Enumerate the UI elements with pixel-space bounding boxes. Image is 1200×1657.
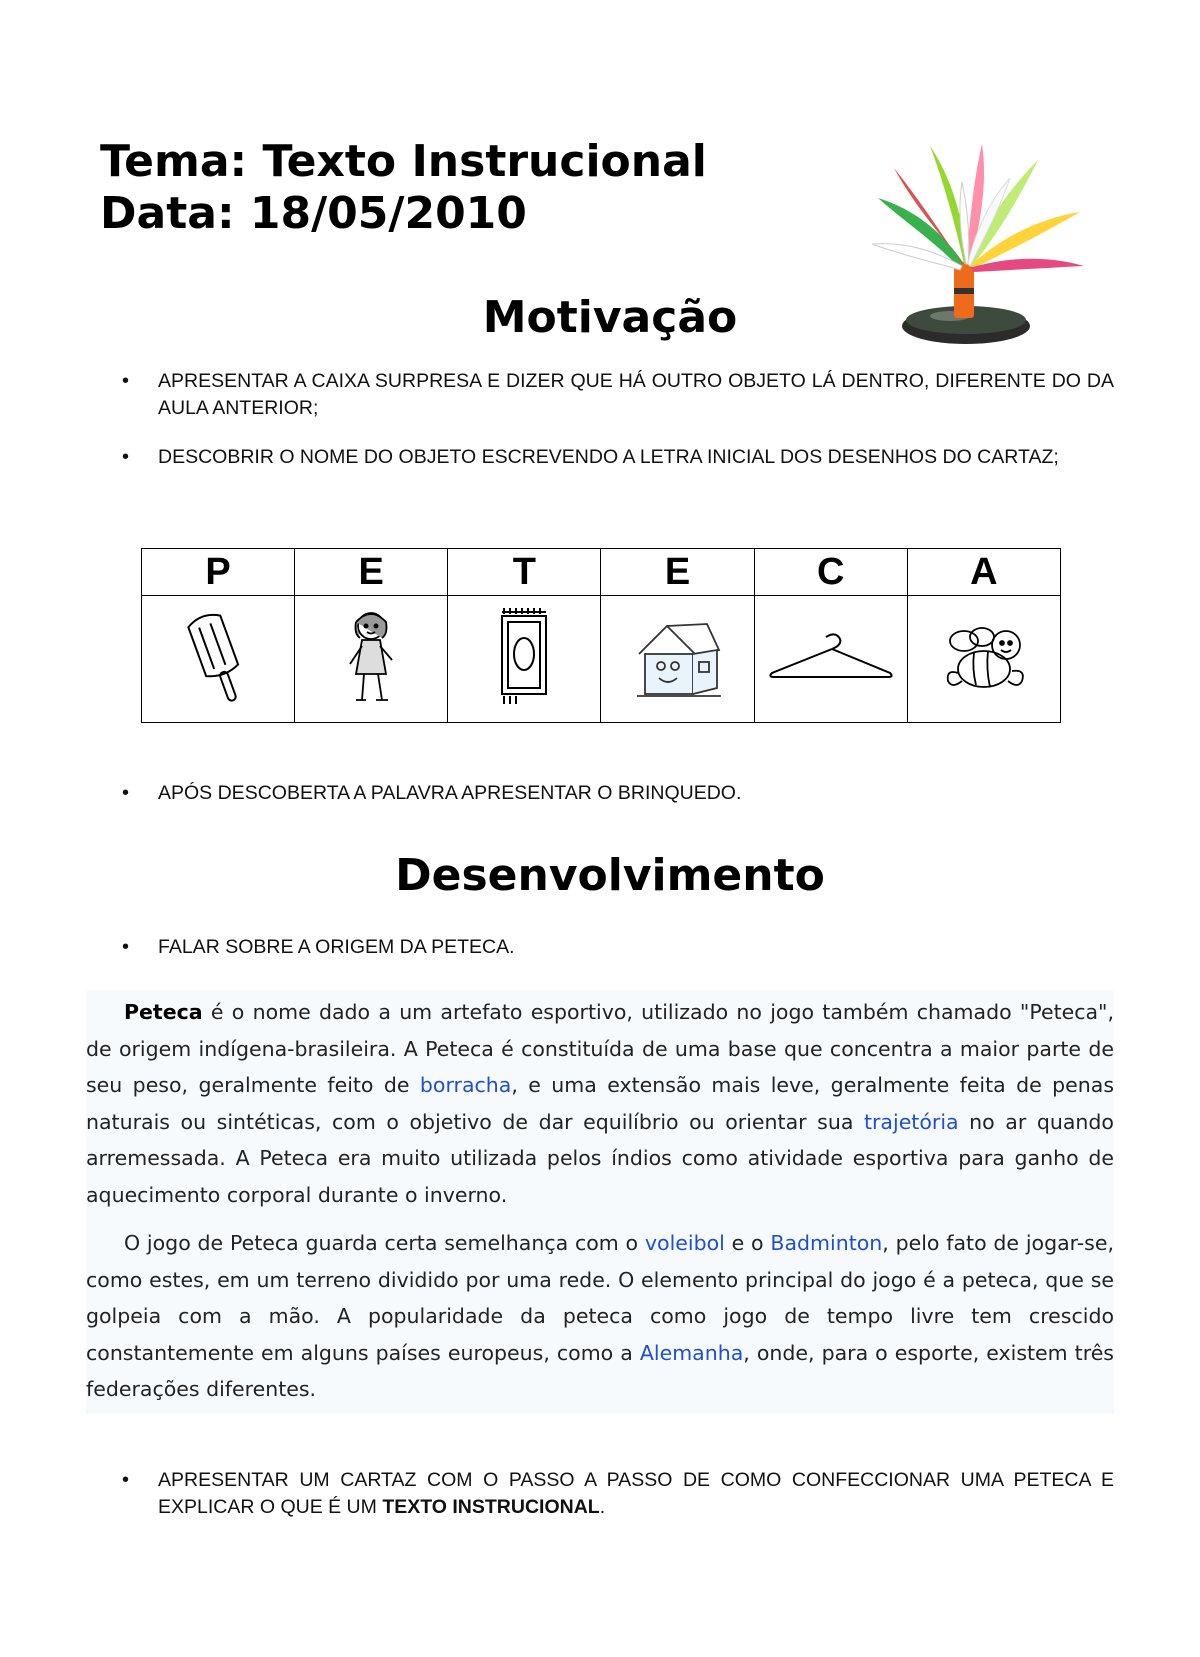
picture-cell bbox=[601, 596, 754, 723]
picture-cell bbox=[907, 596, 1060, 723]
picture-cell bbox=[142, 596, 295, 723]
letter-cell: A bbox=[907, 549, 1060, 596]
bullet-text: APRESENTAR UM CARTAZ COM O PASSO A PASSO DE COMO CONFECCIONAR UMA PETECA E EXPLICAR O QUE É UM bbox=[158, 1469, 1114, 1518]
letters-row bbox=[142, 549, 1061, 596]
paragraph-text: é o nome dado a um artefato esportivo, utilizado no jogo também chamado "Peteca", de origem indígena-brasileira. A Peteca é constituída de uma base que concentra a maior parte de seu peso, geralmente feito de bbox=[86, 1000, 1114, 1097]
picture-cell bbox=[295, 596, 448, 723]
motivacao-list bbox=[122, 368, 1114, 471]
desenvolvimento-heading: Desenvolvimento bbox=[395, 850, 825, 901]
link-borracha[interactable]: borracha bbox=[419, 1073, 512, 1097]
data-title: Data: 18/05/2010 bbox=[100, 188, 527, 239]
house-icon bbox=[633, 614, 723, 704]
paragraph-text: no ar quando arremessada. A Peteca era muito utilizada pelos índios como atividade esportiva para ganho de aquecimento corporal durante o inverno. bbox=[86, 1109, 1114, 1207]
bullet-icon: • bbox=[122, 1469, 130, 1491]
bullet-icon: • bbox=[122, 446, 130, 468]
girl-icon bbox=[336, 604, 406, 714]
list-item bbox=[122, 444, 1114, 471]
peteca-article bbox=[86, 990, 1114, 1414]
paragraph-text: , pelo fato de jogar-se, como estes, em um terreno dividido por uma rede. O elemento principal do jogo é a peteca, que se golpeia com a mão. A popularidade da peteca como jogo de tempo livre tem crescido constantemente em alguns países europeus, como a bbox=[86, 1231, 1114, 1365]
tema-title: Tema: Texto Instrucional bbox=[100, 136, 707, 187]
desenvolvimento-list bbox=[122, 934, 1114, 961]
list-item bbox=[122, 368, 1114, 422]
letter-cell: T bbox=[448, 549, 601, 596]
list-item bbox=[122, 1467, 1114, 1521]
letter-cell: E bbox=[295, 549, 448, 596]
bullet-text: DESCOBRIR O NOME DO OBJETO ESCREVENDO A LETRA INICIAL DOS DESENHOS DO CARTAZ; bbox=[158, 446, 1059, 468]
title-block bbox=[100, 136, 707, 240]
link-alemanha[interactable]: Alemanha bbox=[639, 1340, 744, 1365]
after-table-list bbox=[122, 780, 1114, 807]
bullet-text: APÓS DESCOBERTA A PALAVRA APRESENTAR O BRINQUEDO. bbox=[158, 782, 742, 804]
bullet-icon: • bbox=[122, 370, 130, 392]
hanger-icon bbox=[766, 629, 896, 689]
motivacao-heading: Motivação bbox=[482, 292, 738, 343]
towel-icon bbox=[494, 604, 554, 714]
picture-cell bbox=[754, 596, 907, 723]
article-paragraph-1 bbox=[86, 994, 1114, 1213]
link-badminton[interactable]: Badminton bbox=[770, 1231, 883, 1255]
final-list bbox=[122, 1467, 1114, 1521]
paragraph-text: , onde, para o esporte, existem três federações diferentes. bbox=[86, 1340, 1114, 1401]
bee-icon bbox=[934, 619, 1034, 699]
bullet-text: APRESENTAR A CAIXA SURPRESA E DIZER QUE HÁ OUTRO OBJETO LÁ DENTRO, DIFERENTE DO DA AULA ANTERIOR; bbox=[158, 370, 1114, 419]
bullet-text-end: . bbox=[599, 1496, 606, 1518]
bullet-icon: • bbox=[122, 936, 130, 958]
pictures-row bbox=[142, 596, 1061, 723]
letter-cell: C bbox=[754, 549, 907, 596]
peteca-bold-word: Peteca bbox=[124, 1000, 203, 1024]
popsicle-icon bbox=[183, 609, 253, 709]
list-item bbox=[122, 934, 1114, 961]
paragraph-text: e o bbox=[724, 1231, 771, 1255]
bullet-text: FALAR SOBRE A ORIGEM DA PETECA. bbox=[158, 936, 515, 958]
list-item bbox=[122, 780, 1114, 807]
link-trajetoria[interactable]: trajetória bbox=[863, 1109, 959, 1134]
paragraph-text: , e uma extensão mais leve, geralmente feita de penas naturais ou sintéticas, com o objetivo de dar equilíbrio ou orientar sua bbox=[86, 1073, 1115, 1134]
letter-cell: E bbox=[601, 549, 754, 596]
peteca-letter-table bbox=[141, 548, 1061, 723]
letter-cell: P bbox=[142, 549, 295, 596]
texto-instrucional-bold: TEXTO INSTRUCIONAL bbox=[382, 1496, 600, 1518]
bullet-icon: • bbox=[122, 782, 130, 804]
paragraph-text: O jogo de Peteca guarda certa semelhança com o bbox=[124, 1231, 645, 1255]
picture-cell bbox=[448, 596, 601, 723]
article-paragraph-2 bbox=[86, 1225, 1114, 1408]
link-voleibol[interactable]: voleibol bbox=[644, 1231, 725, 1255]
